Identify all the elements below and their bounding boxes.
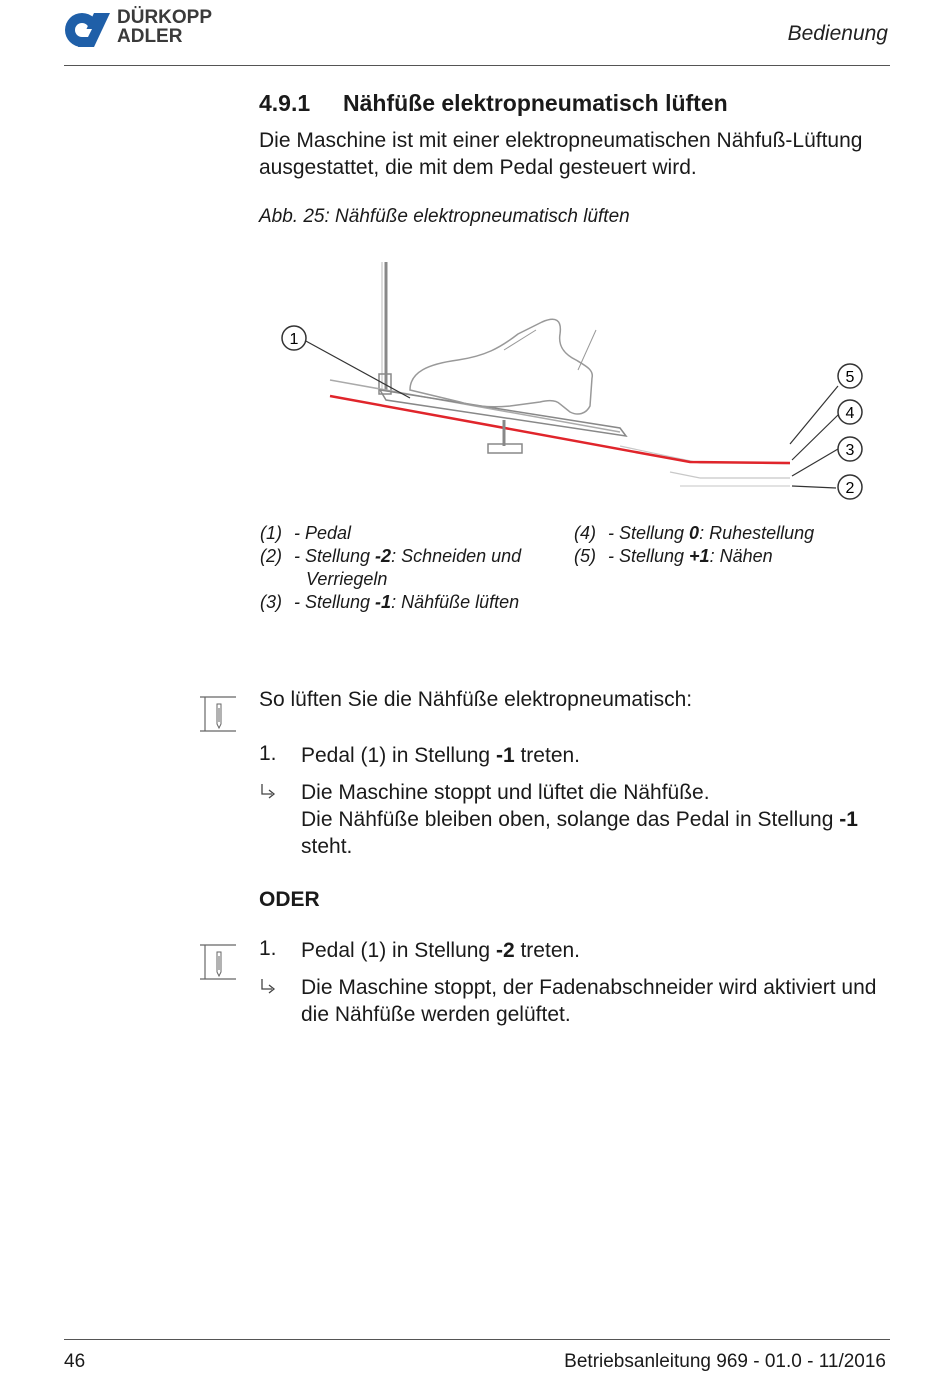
result-1-text [301,779,901,860]
legend-bold-value: -2 [375,546,392,566]
result-arrow-icon [259,782,277,806]
needle-instruction-icon [200,696,236,732]
page-number: 46 [64,1351,86,1372]
legend-number: (3) [260,592,282,612]
callout-5 [838,364,862,388]
legend-item-4 [574,522,894,545]
legend-item-1 [260,522,560,545]
pedal-figure [260,250,900,510]
legend-text: : Nähfüße lüften [391,592,520,612]
callout-5-label: 5 [845,369,855,386]
step-2-text [301,937,901,964]
brand-name-line1: DÜRKOPP [117,7,213,28]
legend-text: - Stellung [608,546,690,566]
legend-item-3 [260,591,560,614]
legend-text: : Nähen [709,546,773,566]
step-text-part: Pedal (1) in Stellung [301,744,496,767]
callout-2-label: 2 [845,480,855,497]
instructions-intro: So lüften Sie die Nähfüße elektropneumatisch: [259,688,693,711]
section-number: 4.9.1 [259,90,311,116]
legend-bold-value: -1 [375,592,392,612]
step-text-part: treten. [514,744,581,767]
document-reference: Betriebsanleitung 969 - 01.0 - 11/2016 [564,1351,886,1372]
or-separator: ODER [259,888,320,911]
legend-continuation: Verriegeln [306,569,388,589]
red-position-line [330,396,790,463]
header-divider [64,65,890,66]
result-2-text: Die Maschine stoppt, der Fadenabschneider wird aktiviert und die Nähfüße werden gelüftet. [301,976,877,1026]
legend-text: - Stellung [294,592,376,612]
step-1-text [301,742,901,769]
needle-instruction-icon [200,944,236,980]
logo-mark-icon [64,10,116,50]
legend-bold-value: +1 [689,546,710,566]
result-arrow-icon [259,977,277,1001]
callout-1-label: 1 [289,331,299,348]
pedal-illustration [260,250,900,510]
intro-paragraph: Die Maschine ist mit einer elektropneumatischen Nähfuß-Lüftung ausgestattet, die mit dem Pedal gesteuert wird. [259,129,863,179]
step-number: 1. [259,742,277,765]
callout-3-label: 3 [845,442,855,459]
result-line [301,806,901,833]
figure-caption: Abb. 25: Nähfüße elektropneumatisch lüften [259,206,630,227]
callout-4 [838,400,862,424]
result-text-part: Die Nähfüße bleiben oben, solange das Pedal in Stellung [301,808,840,831]
legend-bold-value: 0 [689,523,700,543]
legend-number: (4) [574,523,596,543]
result-line: steht. [301,835,353,858]
result-bold-value: -1 [839,808,858,831]
step-text-part: treten. [514,939,581,962]
legend-item-2 [260,545,560,591]
step-text-part: Pedal (1) in Stellung [301,939,496,962]
callout-1 [282,326,306,350]
brand-name-line2: ADLER [117,26,183,47]
legend-number: (2) [260,546,282,566]
callout-3 [838,437,862,461]
legend-text: - Pedal [294,523,352,543]
legend-column-left [260,522,560,614]
legend-text: - Stellung [608,523,690,543]
section-title: Nähfüße elektropneumatisch lüften [343,90,728,116]
callout-2 [838,475,862,499]
footer-divider [64,1339,890,1340]
result-line: Die Maschine stoppt und lüftet die Nähfüße. [301,781,710,804]
header-section-title: Bedienung [787,22,888,45]
section-heading [259,90,728,117]
legend-number: (1) [260,523,282,543]
step-bold-value: -2 [495,939,515,962]
legend-text: - Stellung [294,546,376,566]
step-bold-value: -1 [495,744,515,767]
legend-item-5 [574,545,894,568]
legend-number: (5) [574,546,596,566]
legend-text: : Ruhestellung [699,523,815,543]
legend-column-right [574,522,894,568]
callout-4-label: 4 [845,405,855,422]
legend-text: : Schneiden und [391,546,522,566]
step-number: 1. [259,937,277,960]
